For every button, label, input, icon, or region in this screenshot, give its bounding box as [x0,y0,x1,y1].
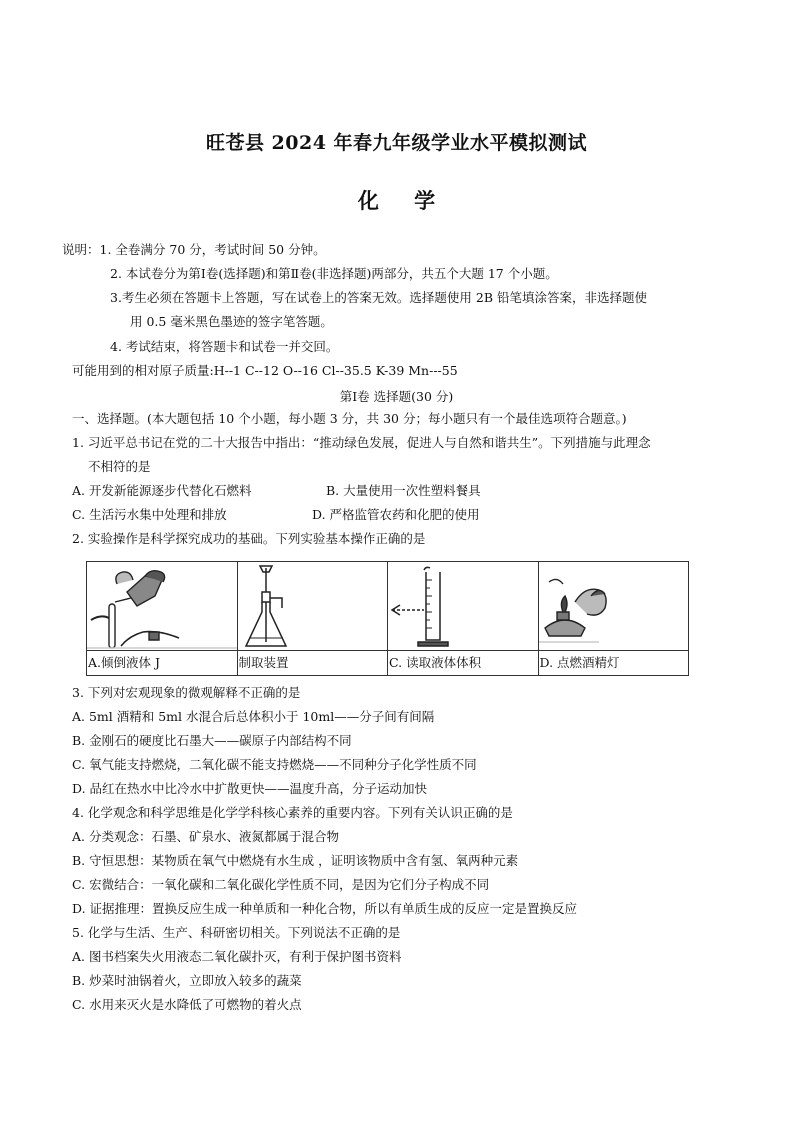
option-a: A. 分类观念：石墨、矿泉水、液氮都属于混合物 [72,829,339,844]
option-b: B. 炒菜时油锅着火，立即放入较多的蔬菜 [72,973,302,988]
question-stem: 3. 下列对宏观现象的微观解释不正确的是 [72,685,301,700]
option-c: C. 生活污水集中处理和排放 [72,507,227,522]
graduated-cylinder-icon [388,562,538,650]
figure-cell-a [87,562,238,676]
option-b: B. 金刚石的硬度比石墨大——碳原子内部结构不同 [72,733,352,748]
figure-cell-d [538,562,689,676]
instruction-line: 2. 本试卷分为第Ⅰ卷(选择题)和第Ⅱ卷(非选择题)两部分，共五个大题 17 个小题。 [110,266,558,281]
figure-caption-d: D. 点燃酒精灯 [539,655,620,670]
pouring-liquid-icon [87,562,237,650]
gas-generation-flask-icon [238,562,388,650]
question-stem: 4. 化学观念和科学思维是化学学科核心素养的重要内容。下列有关认识正确的是 [72,805,513,820]
question-stem: 1. 习近平总书记在党的二十大报告中指出：“推动绿色发展，促进人与自然和谐共生”。下列措施与此理念 [72,435,651,450]
alcohol-lamp-icon [539,562,689,650]
option-b: B. 守恒思想：某物质在氧气中燃烧有水生成 ，证明该物质中含有氢、氧两种元素 [72,853,519,868]
option-d: D. 品红在热水中比冷水中扩散更快——温度升高，分子运动加快 [72,781,428,796]
instruction-line: 3.考生必须在答题卡上答题，写在试卷上的答案无效。选择题使用 2B 铅笔填涂答案，非选择题使 [110,290,648,305]
option-c: C. 氧气能支持燃烧，二氧化碳不能支持燃烧——不同种分子化学性质不同 [72,757,477,772]
section-intro: 一、选择题。(本大题包括 10 个小题，每小题 3 分，共 30 分；每小题只有一个最佳选项符合题意。) [72,411,627,426]
experiment-figure-table [86,561,689,676]
question-stem: 不相符的是 [88,459,151,474]
figure-caption-a: A.倾倒液体 J [88,655,160,670]
section-title: 第Ⅰ卷 选择题(30 分) [339,389,454,404]
exam-title: 旺苍县 2024 年春九年级学业水平模拟测试 [205,132,588,154]
option-d: D. 证据推理：置换反应生成一种单质和一种化合物，所以有单质生成的反应一定是置换反应 [72,901,578,916]
option-a: A. 图书档案失火用液态二氧化碳扑灭，有利于保护图书资料 [72,949,402,964]
instruction-line: 说明：1. 全卷满分 70 分，考试时间 50 分钟。 [62,242,326,257]
option-b: B. 大量使用一次性塑料餐具 [326,483,481,498]
figure-cell-b [237,562,388,676]
subject-title: 化 学 [357,188,450,213]
option-c: C. 水用来灭火是水降低了可燃物的着火点 [72,997,302,1012]
figure-caption-c: C. 读取液体体积 [389,655,482,670]
option-d: D. 严格监管农药和化肥的使用 [312,507,480,522]
option-a: A. 5ml 酒精和 5ml 水混合后总体积小于 10ml——分子间有间隔 [72,709,435,724]
atomic-masses: 可能用到的相对原子质量:H--1 C--12 O--16 Cl--35.5 K-39 Mn---55 [72,363,458,378]
figure-caption-b: 制取装置 [238,655,289,670]
question-stem: 2. 实验操作是科学探究成功的基础。下列实验基本操作正确的是 [72,531,426,546]
instruction-line: 用 0.5 毫米黑色墨迹的签字笔答题。 [130,314,333,329]
question-stem: 5. 化学与生活、生产、科研密切相关。下列说法不正确的是 [72,925,401,940]
option-a: A. 开发新能源逐步代替化石燃料 [72,483,252,498]
figure-cell-c [388,562,539,676]
option-c: C. 宏微结合：一氧化碳和二氧化碳化学性质不同，是因为它们分子构成不同 [72,877,490,892]
instruction-line: 4. 考试结束，将答题卡和试卷一并交回。 [110,339,339,354]
